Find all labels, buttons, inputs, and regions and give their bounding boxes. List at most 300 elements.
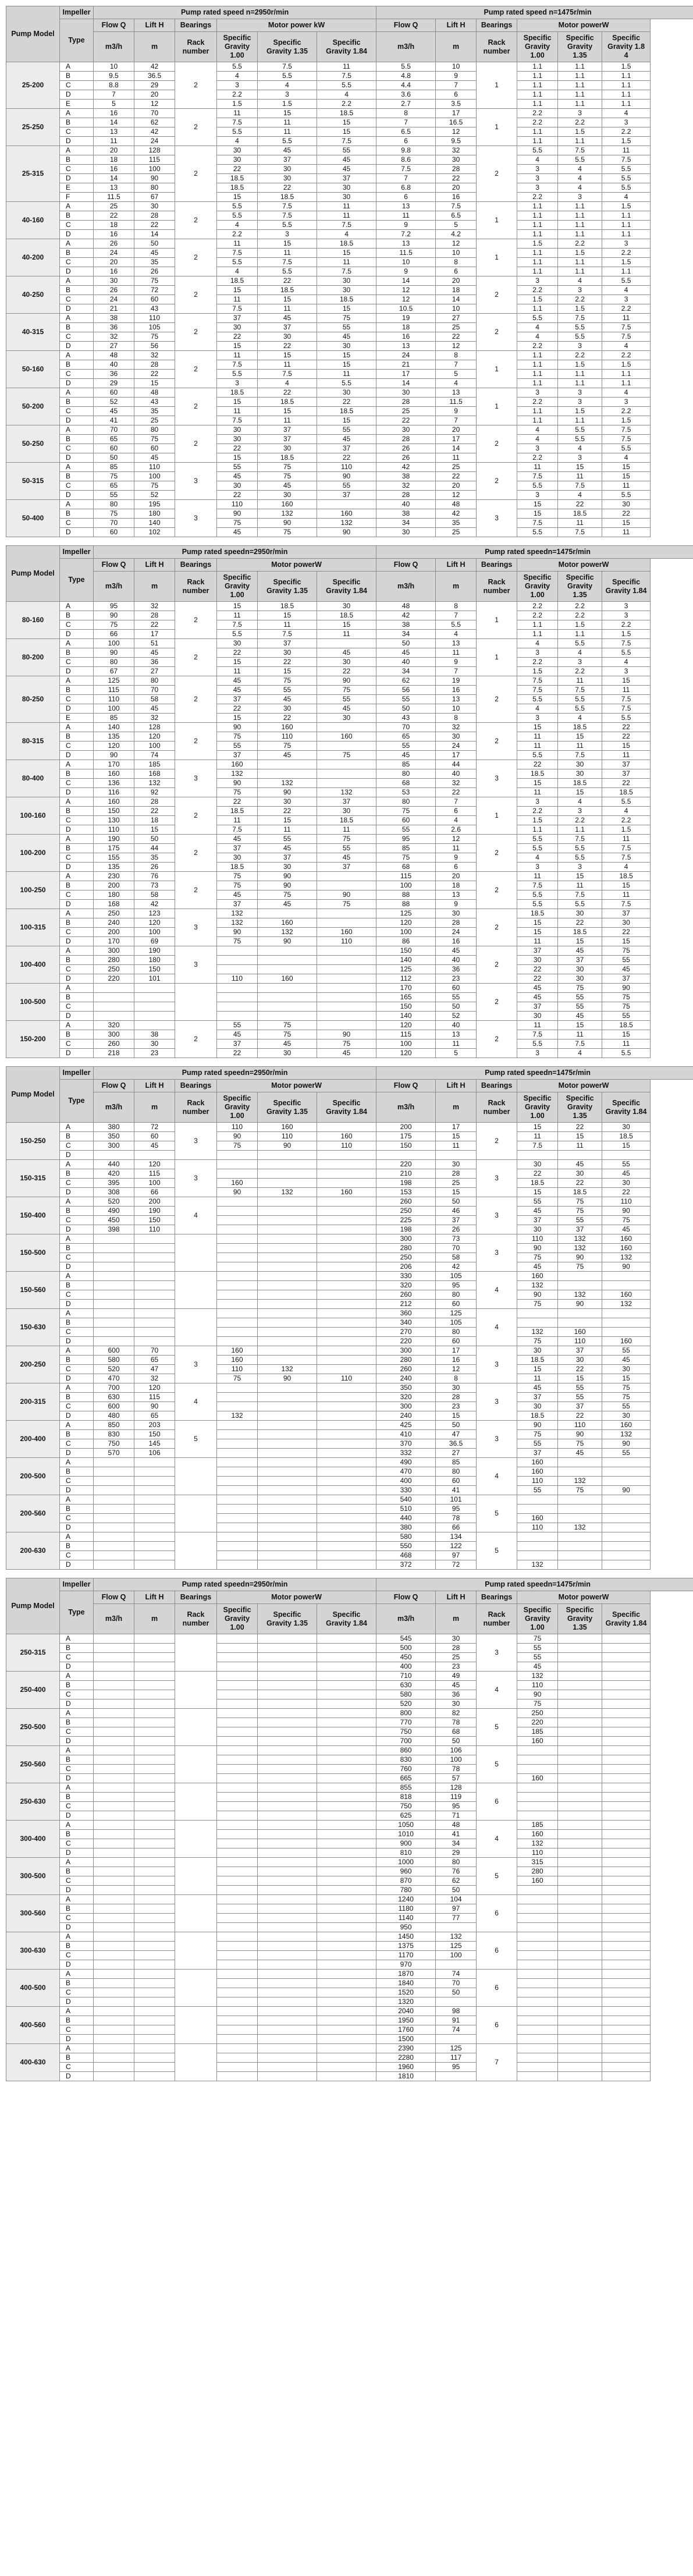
motor-sg184-cell <box>602 1979 651 1988</box>
motor-sg100-cell: 45 <box>517 984 558 993</box>
lift-h-cell: 119 <box>436 1793 477 1802</box>
lift-h-cell: 9 <box>436 72 477 81</box>
flow-q-cell: 250 <box>376 1253 436 1262</box>
bearings-cell: 3 <box>477 1160 517 1197</box>
table-row <box>6 1021 693 1030</box>
motor-sg100-cell <box>217 1690 258 1699</box>
pump-model-cell: 50-250 <box>6 425 60 463</box>
motor-sg100-cell: 2.2 <box>517 286 558 295</box>
lift-h-cell: 105 <box>134 323 175 332</box>
motor-sg184-cell: 1.1 <box>602 230 651 239</box>
flow-q-cell: 580 <box>94 1356 134 1365</box>
motor-sg100-cell <box>217 1737 258 1746</box>
motor-sg100-cell: 30 <box>217 425 258 435</box>
motor-sg184-cell <box>317 1253 376 1262</box>
motor-sg100-cell: 1.1 <box>517 258 558 267</box>
impeller-type-cell: A <box>60 202 94 211</box>
motor-sg135-cell: 7.5 <box>558 835 602 844</box>
motor-sg184-cell <box>317 1848 376 1858</box>
flow-q-cell: 280 <box>376 1356 436 1365</box>
impeller-type-cell: B <box>60 1942 94 1951</box>
table-row <box>6 416 693 425</box>
header-motor-power: Motor powerW <box>517 559 651 572</box>
motor-sg135-cell: 22 <box>258 807 317 816</box>
motor-sg184-cell: 18.5 <box>317 109 376 118</box>
lift-h-cell <box>134 1300 175 1309</box>
bearings-cell: 2 <box>477 1123 517 1160</box>
motor-sg184-cell <box>317 1272 376 1281</box>
motor-sg184-cell: 30 <box>317 658 376 667</box>
lift-h-cell: 25 <box>134 416 175 425</box>
motor-sg100-cell: 37 <box>217 751 258 760</box>
bearings-cell: 2 <box>477 984 517 1021</box>
table-row <box>6 1839 693 1848</box>
motor-sg100-cell: 18.5 <box>217 388 258 398</box>
motor-sg184-cell: 22 <box>602 509 651 519</box>
header-rack-number: Rack number <box>477 1604 517 1634</box>
motor-sg184-cell <box>317 741 376 751</box>
flow-q-cell: 260 <box>376 1365 436 1374</box>
motor-sg184-cell <box>602 1318 651 1328</box>
motor-sg135-cell: 110 <box>258 1132 317 1141</box>
table-row <box>6 853 693 863</box>
lift-h-cell: 24 <box>134 137 175 146</box>
motor-sg135-cell: 37 <box>258 639 317 648</box>
motor-sg135-cell <box>258 1970 317 1979</box>
motor-sg184-cell <box>602 1672 651 1681</box>
lift-h-cell: 203 <box>134 1421 175 1430</box>
motor-sg100-cell <box>217 956 258 965</box>
motor-sg184-cell: 5.5 <box>602 183 651 193</box>
motor-sg100-cell <box>217 1560 258 1570</box>
impeller-type-cell: B <box>60 435 94 444</box>
motor-sg184-cell: 30 <box>317 342 376 351</box>
flow-q-cell: 100 <box>376 1039 436 1049</box>
motor-sg135-cell: 15 <box>258 109 317 118</box>
lift-h-cell: 66 <box>436 1523 477 1532</box>
motor-sg184-cell <box>317 1523 376 1532</box>
header-unit-m3h: m3/h <box>376 572 436 602</box>
impeller-type-cell: A <box>60 62 94 72</box>
motor-sg135-cell <box>258 1197 317 1207</box>
motor-sg184-cell: 15 <box>602 463 651 472</box>
lift-h-cell: 15 <box>436 1132 477 1141</box>
motor-sg135-cell <box>258 1560 317 1570</box>
motor-sg100-cell <box>517 1783 558 1793</box>
header-pump-model: Pump Model <box>6 6 60 62</box>
header-impeller: Impeller <box>60 1578 94 1591</box>
flow-q-cell <box>94 1690 134 1699</box>
motor-sg100-cell: 3 <box>217 379 258 388</box>
flow-q-cell: 28 <box>376 398 436 407</box>
table-row <box>6 323 693 332</box>
flow-q-cell: 220 <box>94 974 134 984</box>
impeller-type-cell: A <box>60 1709 94 1718</box>
motor-sg100-cell: 132 <box>217 1411 258 1421</box>
motor-sg135-cell <box>558 2016 602 2025</box>
motor-sg184-cell: 4 <box>317 90 376 100</box>
motor-sg135-cell: 22 <box>258 276 317 286</box>
motor-sg135-cell: 11 <box>558 472 602 481</box>
lift-h-cell <box>134 1997 175 2007</box>
lift-h-cell: 150 <box>134 965 175 974</box>
motor-sg100-cell: 37 <box>517 1393 558 1402</box>
lift-h-cell: 45 <box>436 1681 477 1690</box>
lift-h-cell: 11 <box>436 648 477 658</box>
pump-model-cell: 40-200 <box>6 239 60 276</box>
flow-q-cell: 27 <box>94 342 134 351</box>
lift-h-cell: 16 <box>436 1356 477 1365</box>
motor-sg135-cell: 1.1 <box>558 72 602 81</box>
lift-h-cell <box>134 1262 175 1272</box>
flow-q-cell <box>94 1821 134 1830</box>
table-row <box>6 881 693 890</box>
motor-sg184-cell: 132 <box>602 1430 651 1439</box>
motor-sg135-cell: 90 <box>558 1300 602 1309</box>
table-row <box>6 741 693 751</box>
impeller-type-cell: D <box>60 1886 94 1895</box>
flow-q-cell: 400 <box>376 1477 436 1486</box>
motor-sg135-cell: 37 <box>558 1225 602 1234</box>
motor-sg135-cell: 45 <box>258 1039 317 1049</box>
motor-sg100-cell <box>217 1662 258 1672</box>
flow-q-cell <box>94 1923 134 1932</box>
motor-sg184-cell: 75 <box>602 946 651 956</box>
lift-h-cell: 45 <box>134 1141 175 1151</box>
pump-spec-document <box>6 0 687 2095</box>
motor-sg184-cell: 30 <box>317 193 376 202</box>
impeller-type-cell: A <box>60 602 94 611</box>
impeller-type-cell: A <box>60 1309 94 1318</box>
lift-h-cell <box>134 1662 175 1672</box>
header-sg-184: Specific Gravity 1.8 4 <box>602 32 651 62</box>
lift-h-cell: 58 <box>134 890 175 900</box>
motor-sg100-cell: 5.5 <box>517 695 558 704</box>
flow-q-cell: 40 <box>376 500 436 509</box>
motor-sg135-cell: 15 <box>558 732 602 741</box>
motor-sg184-cell: 11 <box>317 62 376 72</box>
flow-q-cell: 2040 <box>376 2007 436 2016</box>
flow-q-cell: 332 <box>376 1449 436 1458</box>
motor-sg135-cell: 18.5 <box>258 602 317 611</box>
table-row <box>6 1653 693 1662</box>
lift-h-cell: 100 <box>134 928 175 937</box>
motor-sg100-cell <box>217 1012 258 1021</box>
flow-q-cell: 260 <box>376 1290 436 1300</box>
motor-sg135-cell <box>258 956 317 965</box>
lift-h-cell: 10 <box>436 304 477 314</box>
impeller-type-cell: C <box>60 1727 94 1737</box>
motor-sg184-cell <box>317 1727 376 1737</box>
motor-sg184-cell: 3 <box>602 398 651 407</box>
motor-sg100-cell: 1.1 <box>517 81 558 90</box>
motor-sg184-cell: 15 <box>602 519 651 528</box>
motor-sg100-cell <box>217 1644 258 1653</box>
pump-model-cell: 25-250 <box>6 109 60 146</box>
lift-h-cell: 70 <box>134 686 175 695</box>
motor-sg100-cell <box>217 1467 258 1477</box>
lift-h-cell: 15 <box>436 1411 477 1421</box>
lift-h-cell: 5.5 <box>436 620 477 630</box>
table-row <box>6 2016 693 2025</box>
motor-sg135-cell: 75 <box>258 463 317 472</box>
motor-sg184-cell <box>602 1281 651 1290</box>
lift-h-cell: 32 <box>134 714 175 723</box>
motor-sg184-cell: 11 <box>317 825 376 835</box>
impeller-type-cell: A <box>60 1821 94 1830</box>
motor-sg100-cell: 7.5 <box>517 1141 558 1151</box>
bearings-cell: 2 <box>477 425 517 463</box>
lift-h-cell: 36.5 <box>134 72 175 81</box>
motor-sg100-cell: 90 <box>217 779 258 788</box>
table-row <box>6 686 693 695</box>
flow-q-cell <box>94 1979 134 1988</box>
motor-sg184-cell: 18.5 <box>602 788 651 797</box>
motor-sg100-cell <box>217 1904 258 1914</box>
motor-sg184-cell <box>317 1895 376 1904</box>
lift-h-cell: 125 <box>436 1942 477 1951</box>
lift-h-cell <box>134 2053 175 2063</box>
motor-sg135-cell <box>558 1904 602 1914</box>
flow-q-cell: 370 <box>376 1439 436 1449</box>
motor-sg100-cell: 11 <box>517 872 558 881</box>
pump-model-cell: 25-200 <box>6 62 60 109</box>
motor-sg100-cell: 37 <box>217 900 258 909</box>
motor-sg135-cell: 22 <box>558 1411 602 1421</box>
flow-q-cell: 36 <box>94 370 134 379</box>
impeller-type-cell: E <box>60 714 94 723</box>
motor-sg100-cell: 1.1 <box>517 72 558 81</box>
motor-sg184-cell: 15 <box>602 676 651 686</box>
motor-sg100-cell: 75 <box>217 937 258 946</box>
motor-sg100-cell: 160 <box>217 1356 258 1365</box>
motor-sg184-cell: 22 <box>602 723 651 732</box>
flow-q-cell <box>94 1932 134 1942</box>
table-row <box>6 2025 693 2035</box>
flow-q-cell: 250 <box>94 909 134 918</box>
flow-q-cell <box>94 1746 134 1755</box>
impeller-type-cell: D <box>60 342 94 351</box>
motor-sg184-cell <box>317 1244 376 1253</box>
motor-sg100-cell: 1.1 <box>517 230 558 239</box>
motor-sg135-cell <box>558 1988 602 1997</box>
bearings-cell: 2 <box>175 602 217 639</box>
flow-q-cell <box>94 1505 134 1514</box>
motor-sg135-cell: 3 <box>558 342 602 351</box>
motor-sg100-cell <box>217 1169 258 1179</box>
impeller-type-cell: A <box>60 425 94 435</box>
motor-sg135-cell: 45 <box>258 900 317 909</box>
impeller-type-cell: B <box>60 1755 94 1765</box>
motor-sg184-cell: 55 <box>317 146 376 155</box>
motor-sg100-cell: 1.1 <box>517 62 558 72</box>
impeller-type-cell: D <box>60 2035 94 2044</box>
motor-sg184-cell: 15 <box>317 249 376 258</box>
header-type: Type <box>60 559 94 602</box>
motor-sg100-cell <box>517 1942 558 1951</box>
lift-h-cell: 11.5 <box>436 398 477 407</box>
bearings-cell <box>175 1858 217 1895</box>
motor-sg100-cell: 45 <box>517 1662 558 1672</box>
flow-q-cell: 360 <box>376 1309 436 1318</box>
impeller-type-cell: A <box>60 1272 94 1281</box>
motor-sg100-cell: 45 <box>517 1207 558 1216</box>
motor-sg184-cell <box>317 1514 376 1523</box>
motor-sg135-cell: 2.2 <box>558 602 602 611</box>
header-bearings: Bearings <box>477 1080 517 1092</box>
motor-sg100-cell: 185 <box>517 1727 558 1737</box>
flow-q-cell <box>94 1467 134 1477</box>
motor-sg100-cell <box>517 1551 558 1560</box>
motor-sg184-cell <box>317 1262 376 1272</box>
lift-h-cell <box>134 1458 175 1467</box>
impeller-type-cell: D <box>60 1662 94 1672</box>
lift-h-cell: 24 <box>436 928 477 937</box>
table-row <box>6 1123 693 1132</box>
flow-q-cell: 75 <box>376 807 436 816</box>
motor-sg184-cell: 11 <box>602 751 651 760</box>
motor-sg184-cell: 5.5 <box>602 444 651 453</box>
table-row <box>6 2063 693 2072</box>
motor-sg135-cell: 55 <box>558 1216 602 1225</box>
lift-h-cell: 9.5 <box>436 137 477 146</box>
motor-sg135-cell <box>258 1979 317 1988</box>
motor-sg184-cell: 1.1 <box>602 221 651 230</box>
motor-sg100-cell <box>217 1867 258 1876</box>
table-row <box>6 769 693 779</box>
bearings-cell <box>175 1272 217 1309</box>
motor-sg135-cell: 90 <box>258 1374 317 1383</box>
motor-sg135-cell: 7.5 <box>558 146 602 155</box>
motor-sg135-cell: 11 <box>258 118 317 127</box>
motor-sg184-cell: 75 <box>602 1383 651 1393</box>
header-unit-m: m <box>134 1604 175 1634</box>
motor-sg100-cell <box>217 1225 258 1234</box>
motor-sg100-cell: 18.5 <box>517 909 558 918</box>
motor-sg135-cell <box>558 1672 602 1681</box>
motor-sg100-cell: 15 <box>517 1365 558 1374</box>
motor-sg184-cell: 45 <box>602 1356 651 1365</box>
motor-sg100-cell: 18.5 <box>217 863 258 872</box>
lift-h-cell <box>134 1021 175 1030</box>
motor-sg184-cell <box>602 1839 651 1848</box>
lift-h-cell: 14 <box>436 295 477 304</box>
flow-q-cell: 468 <box>376 1551 436 1560</box>
bearings-cell <box>175 1634 217 1672</box>
bearings-cell: 4 <box>477 1821 517 1858</box>
motor-sg100-cell: 5.5 <box>517 1039 558 1049</box>
motor-sg184-cell: 5.5 <box>317 379 376 388</box>
lift-h-cell: 12 <box>436 491 477 500</box>
motor-sg184-cell <box>317 1765 376 1774</box>
motor-sg135-cell: 7.5 <box>258 258 317 267</box>
motor-sg135-cell: 75 <box>258 1021 317 1030</box>
motor-sg100-cell <box>217 1393 258 1402</box>
bearings-cell: 3 <box>477 1197 517 1234</box>
impeller-type-cell: D <box>60 528 94 537</box>
motor-sg184-cell: 22 <box>602 732 651 741</box>
motor-sg100-cell: 75 <box>517 1430 558 1439</box>
motor-sg135-cell: 22 <box>558 1179 602 1188</box>
flow-q-cell: 220 <box>376 1337 436 1346</box>
pump-model-cell: 300-560 <box>6 1895 60 1932</box>
motor-sg100-cell: 1.1 <box>517 267 558 276</box>
flow-q-cell: 2280 <box>376 2053 436 2063</box>
lift-h-cell: 62 <box>134 118 175 127</box>
motor-sg135-cell: 55 <box>558 1383 602 1393</box>
table-row <box>6 1449 693 1458</box>
pump-model-cell: 50-200 <box>6 388 60 425</box>
table-row <box>6 444 693 453</box>
motor-sg184-cell: 11 <box>317 258 376 267</box>
impeller-type-cell: C <box>60 658 94 667</box>
motor-sg135-cell: 4 <box>558 714 602 723</box>
motor-sg184-cell <box>317 1783 376 1793</box>
motor-sg135-cell <box>258 1886 317 1895</box>
motor-sg184-cell <box>317 769 376 779</box>
motor-sg135-cell: 15 <box>558 1021 602 1030</box>
flow-q-cell: 8.8 <box>94 81 134 90</box>
table-row <box>6 1328 693 1337</box>
bearings-cell: 3 <box>175 946 217 984</box>
lift-h-cell: 65 <box>134 1356 175 1365</box>
motor-sg100-cell: 18.5 <box>217 276 258 286</box>
motor-sg135-cell: 22 <box>258 658 317 667</box>
motor-sg184-cell <box>317 1383 376 1393</box>
motor-sg135-cell <box>258 1179 317 1188</box>
motor-sg100-cell <box>217 1551 258 1560</box>
motor-sg100-cell: 45 <box>517 993 558 1002</box>
motor-sg135-cell <box>558 1505 602 1514</box>
lift-h-cell: 7 <box>436 360 477 370</box>
table-row <box>6 1290 693 1300</box>
motor-sg135-cell: 1.5 <box>558 127 602 137</box>
flow-q-cell: 240 <box>94 918 134 928</box>
motor-sg100-cell <box>517 1318 558 1328</box>
impeller-type-cell: D <box>60 1560 94 1570</box>
motor-sg135-cell: 45 <box>258 146 317 155</box>
flow-q-cell: 140 <box>376 1012 436 1021</box>
impeller-type-cell: D <box>60 137 94 146</box>
table-row <box>6 1188 693 1197</box>
motor-sg100-cell: 160 <box>217 1179 258 1188</box>
motor-sg100-cell: 3 <box>517 797 558 807</box>
lift-h-cell: 9 <box>436 900 477 909</box>
lift-h-cell: 50 <box>436 1988 477 1997</box>
flow-q-cell <box>94 1839 134 1848</box>
flow-q-cell: 14 <box>376 276 436 286</box>
motor-sg100-cell: 4 <box>517 425 558 435</box>
motor-sg184-cell <box>317 1923 376 1932</box>
motor-sg184-cell: 22 <box>602 928 651 937</box>
motor-sg135-cell: 45 <box>258 844 317 853</box>
lift-h-cell: 75 <box>134 276 175 286</box>
motor-sg135-cell <box>258 2053 317 2063</box>
lift-h-cell: 14 <box>134 230 175 239</box>
lift-h-cell <box>134 1811 175 1821</box>
table-row <box>6 472 693 481</box>
lift-h-cell: 150 <box>134 1430 175 1439</box>
motor-sg100-cell: 55 <box>517 1644 558 1653</box>
motor-sg135-cell: 132 <box>258 509 317 519</box>
impeller-type-cell: D <box>60 491 94 500</box>
table-row <box>6 1802 693 1811</box>
motor-sg100-cell: 132 <box>517 1672 558 1681</box>
lift-h-cell: 115 <box>134 155 175 165</box>
impeller-type-cell: A <box>60 676 94 686</box>
motor-sg135-cell: 75 <box>258 676 317 686</box>
flow-q-cell <box>94 1830 134 1839</box>
